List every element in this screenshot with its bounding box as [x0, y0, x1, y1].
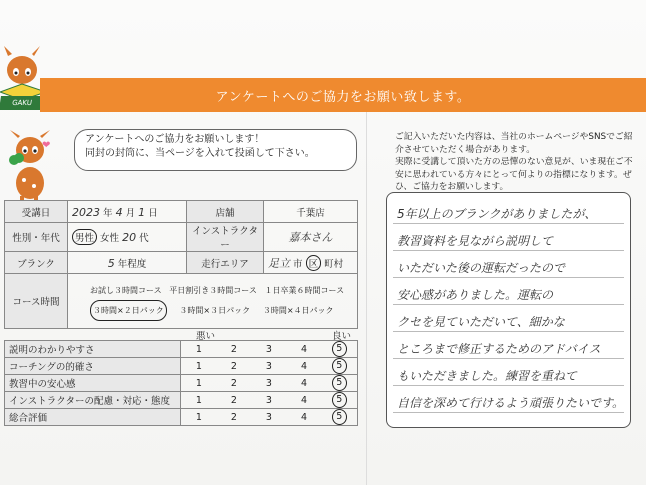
logo-tag: GAKU	[0, 96, 45, 110]
comment-line: 自信を深めて行けるよう頑張りたいです。	[397, 396, 625, 410]
value-age: 20	[122, 231, 137, 244]
rating-row: コーチングの的確さ 1 2 3 4 5	[5, 358, 358, 375]
bubble-line-2: 同封の封筒に、当ページを入れて投函して下さい。	[85, 148, 315, 159]
comment-line: いただいた後の運転だったので	[397, 261, 566, 275]
label-blank: ブランク	[5, 252, 68, 274]
course-trial: お試し３時間コース	[90, 286, 162, 295]
course-3h-2day: ３時間×２日パック	[90, 300, 167, 321]
label-course: コース時間	[5, 274, 68, 329]
label-gender-age: 性別・年代	[5, 223, 68, 252]
selected-score: 5	[332, 358, 347, 374]
unit-city: 市	[293, 258, 303, 270]
rating-item-label: 総合評価	[5, 409, 181, 426]
unit-blank-years: 年程度	[117, 258, 147, 270]
comment-line: 安心感がありました。運転の	[397, 288, 554, 302]
deer-mascot-icon	[2, 128, 62, 208]
course-one-day: １日卒業６時間コース	[264, 286, 345, 295]
option-female: 女性	[100, 233, 120, 244]
course-3h-3day: ３時間×３日パック	[179, 306, 251, 315]
course-weekday: 平日割引き３時間コース	[169, 286, 257, 295]
notice-text: ご記入いただいた内容は、当社のホームページやSNSでご紹 介させていただく場合があります。 実際に受講して頂いた方の忌憚のない意見が、いま現在ご不 安に思われている方々にとって何よりの指標になります。ぜ ひ、ご協力をお願いします。	[395, 132, 633, 192]
unit-day: 日	[148, 207, 158, 219]
fold-line	[366, 112, 367, 485]
value-area: 足立	[268, 256, 290, 270]
comment-box	[386, 192, 631, 428]
rating-item-label: 教習中の安心感	[5, 375, 181, 392]
unit-town-village: 町村	[324, 258, 344, 270]
rating-row: 教習中の安心感 1 2 3 4 5	[5, 375, 358, 392]
value-year: 2023	[72, 205, 100, 219]
comment-line: 教習資料を見ながら説明して	[397, 234, 554, 248]
unit-month: 月	[125, 207, 136, 219]
label-instructor: インストラクター	[187, 223, 264, 252]
rating-table	[4, 340, 358, 426]
value-day: 1	[138, 205, 146, 219]
rating-good-label: 良い	[332, 331, 352, 342]
value-store: 千葉店	[264, 201, 358, 223]
rating-row: 説明のわかりやすさ 1 2 3 4 5	[5, 341, 358, 358]
unit-ward: 区	[306, 255, 322, 271]
comment-line: ところまで修正するためのアドバイス	[397, 342, 601, 356]
rating-item-label: インストラクターの配慮・対応・態度	[5, 392, 181, 409]
label-store: 店舗	[187, 201, 264, 223]
value-month: 4	[115, 205, 123, 219]
comment-line: クセを見ていただいて、細かな	[397, 315, 565, 329]
selected-score: 5	[332, 409, 347, 425]
instruction-bubble	[74, 129, 357, 171]
unit-age: 代	[139, 233, 149, 244]
selected-score: 5	[332, 341, 347, 357]
unit-year: 年	[103, 207, 113, 219]
header-band	[40, 78, 646, 112]
rating-bad-label: 悪い	[196, 331, 216, 342]
comment-line: 5年以上のブランクがありましたが、	[397, 207, 597, 221]
rating-row: インストラクターの配慮・対応・態度 1 2 3 4 5	[5, 392, 358, 409]
value-blank-years: 5	[107, 256, 115, 270]
rating-item-label: 説明のわかりやすさ	[5, 341, 181, 358]
value-instructor: 嘉本さん	[264, 223, 358, 252]
label-date: 受講日	[5, 201, 68, 223]
course-3h-4day: ３時間×４日パック	[262, 306, 334, 315]
bubble-line-1: アンケートへのご協力をお願いします！	[85, 134, 265, 145]
info-table	[4, 200, 358, 329]
rating-item-label: コーチングの的確さ	[5, 358, 181, 375]
heart-icon: ❤	[42, 140, 51, 151]
header-title: アンケートへのご協力をお願い致します。	[215, 90, 471, 105]
selected-score: 5	[332, 375, 347, 391]
rating-row: 総合評価 1 2 3 4 5	[5, 409, 358, 426]
selected-score: 5	[332, 392, 347, 408]
comment-line: もいただきました。練習を重ねて	[397, 369, 577, 383]
option-male: 男性	[72, 229, 97, 245]
label-area: 走行エリア	[187, 252, 264, 274]
